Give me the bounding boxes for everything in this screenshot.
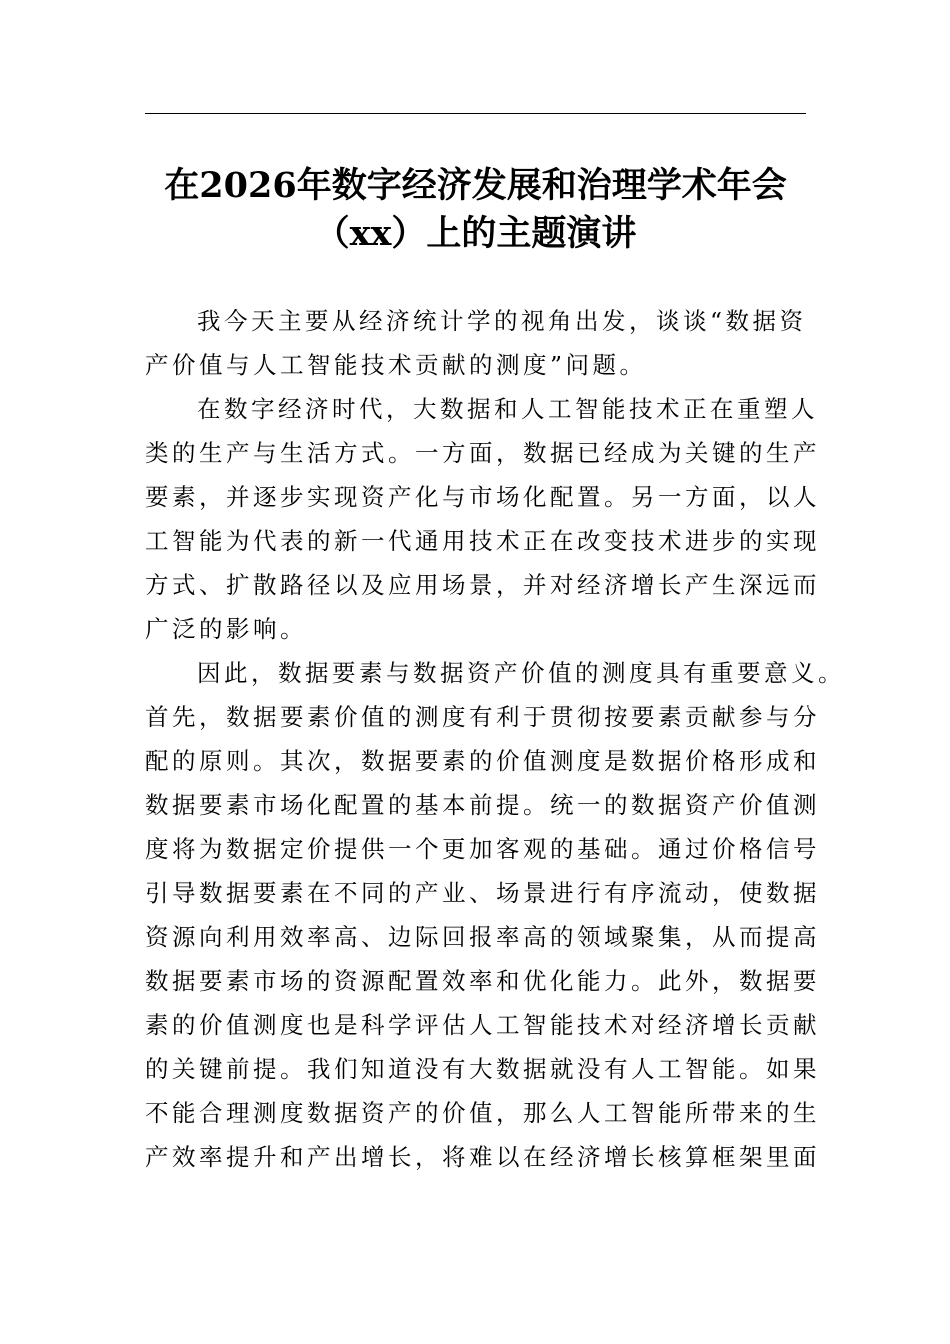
text-line: 配的原则。其次，数据要素的价值测度是数据价格形成和 (145, 747, 820, 775)
title-line: 在2026年数字经济发展和治理学术年会 (164, 165, 787, 206)
text-line: 产价值与人工智能技术贡献的测度”问题。 (145, 351, 647, 379)
text-line: 数据要素市场化配置的基本前提。统一的数据资产价值测 (145, 791, 820, 819)
paragraph-measurement-significance (145, 651, 845, 1179)
text-line: 广泛的影响。 (145, 615, 307, 643)
text-line: 工智能为代表的新一代通用技术正在改变技术进步的实现 (145, 527, 820, 555)
header-rule (145, 113, 806, 114)
text-line: 方式、扩散路径以及应用场景，并对经济增长产生深远而 (145, 571, 820, 599)
text-line: 素的价值测度也是科学评估人工智能技术对经济增长贡献 (145, 1011, 820, 1039)
text-line: 不能合理测度数据资产的价值，那么人工智能所带来的生 (145, 1099, 820, 1127)
document-title (145, 162, 806, 258)
text-line: 的关键前提。我们知道没有大数据就没有人工智能。如果 (145, 1055, 820, 1083)
text-line: 产效率提升和产出增长，将难以在经济增长核算框架里面 (145, 1143, 820, 1171)
paragraph-digital-economy (145, 387, 820, 651)
text-line: 在数字经济时代，大数据和人工智能技术正在重塑人 (197, 395, 818, 423)
text-line: 类的生产与生活方式。一方面，数据已经成为关键的生产 (145, 439, 820, 467)
text-line: 首先，数据要素价值的测度有利于贯彻按要素贡献参与分 (145, 703, 820, 731)
paragraph-intro (145, 299, 806, 387)
text-line: 要素，并逐步实现资产化与市场化配置。另一方面，以人 (145, 483, 820, 511)
text-line: 度将为数据定价提供一个更加客观的基础。通过价格信号 (145, 835, 820, 863)
text-line: 因此，数据要素与数据资产价值的测度具有重要意义。 (197, 659, 845, 687)
document-body (145, 299, 845, 1179)
text-line: 资源向利用效率高、边际回报率高的领域聚集，从而提高 (145, 923, 820, 951)
text-line: 我今天主要从经济统计学的视角出发，谈谈“数据资 (197, 307, 807, 335)
title-line: （xx）上的主题演讲 (314, 213, 637, 254)
text-line: 数据要素市场的资源配置效率和优化能力。此外，数据要 (145, 967, 820, 995)
text-line: 引导数据要素在不同的产业、场景进行有序流动，使数据 (145, 879, 820, 907)
